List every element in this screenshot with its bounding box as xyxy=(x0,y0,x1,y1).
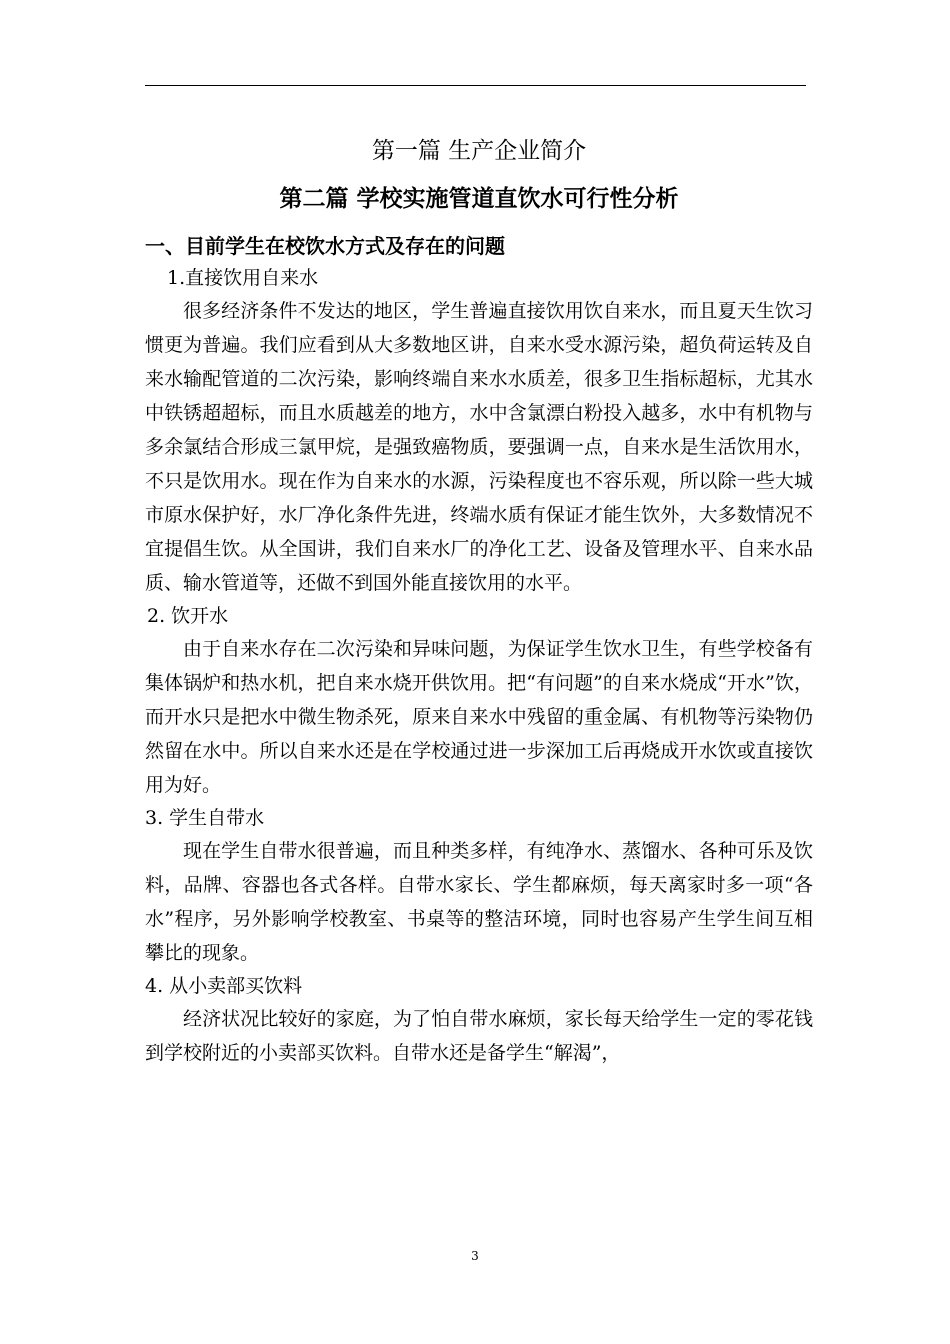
page-number: 3 xyxy=(471,1249,479,1263)
subsection-paragraph-2: 由于自来水存在二次污染和异味问题，为保证学生饮水卫生，有些学校备有集体锅炉和热水机，把自来水烧开供饮用。把“有问题”的自来水烧成“开水”饮，而开水只是把水中微生物杀死，原来自来水中残留的重金属、有机物等污染物仍然留在水中。所以自来水还是在学校通过进一步深加工后再烧成开水饮或直接饮用为好。 xyxy=(145,638,813,796)
part-one-title: 第一篇 生产企业简介 xyxy=(371,138,587,164)
subsection-paragraph-4: 经济状况比较好的家庭，为了怕自带水麻烦，家长每天给学生一定的零花钱到学校附近的小卖部买饮料。自带水还是备学生“解渴”， xyxy=(145,1008,813,1064)
section-heading: 一、目前学生在校饮水方式及存在的问题 xyxy=(145,234,505,258)
subsection-paragraph-1: 很多经济条件不发达的地区，学生普遍直接饮用饮自来水，而且夏天生饮习惯更为普遍。我们应看到从大多数地区讲，自来水受水源污染，超负荷运转及自来水输配管道的二次污染，影响终端自来水水质差，很多卫生指标超标，尤其水中铁锈超超标，而且水质越差的地方，水中含氯漂白粉投入越多，水中有机物与多余氯结合形成三氯甲烷，是强致癌物质，要强调一点，自来水是生活饮用水，不只是饮用水。现在作为自来水的水源，污染程度也不容乐观，所以除一些大城市原水保护好，水厂净化条件先进，终端水质有保证才能生饮外，大多数情况不宜提倡生饮。从全国讲，我们自来水厂的净化工艺、设备及管理水平、自来水品质、输水管道等，还做不到国外能直接饮用的水平。 xyxy=(145,300,813,594)
subsection-heading-3: 3. 学生自带水 xyxy=(145,807,265,829)
subsection-paragraph-3: 现在学生自带水很普遍，而且种类多样，有纯净水、蒸馏水、各种可乐及饮料，品牌、容器也各式各样。自带水家长、学生都麻烦，每天离家时多一项“各水”程序，另外影响学校教室、书桌等的整洁环境，同时也容易产生学生间互相攀比的现象。 xyxy=(145,840,813,964)
subsection-heading-1: 1.直接饮用自来水 xyxy=(167,267,319,289)
page-content xyxy=(145,132,813,1070)
header-rule xyxy=(145,85,806,86)
subsection-heading-2: 2. 饮开水 xyxy=(147,605,229,627)
part-two-title: 第二篇 学校实施管道直饮水可行性分析 xyxy=(279,186,679,212)
subsection-heading-4: 4. 从小卖部买饮料 xyxy=(145,975,303,997)
